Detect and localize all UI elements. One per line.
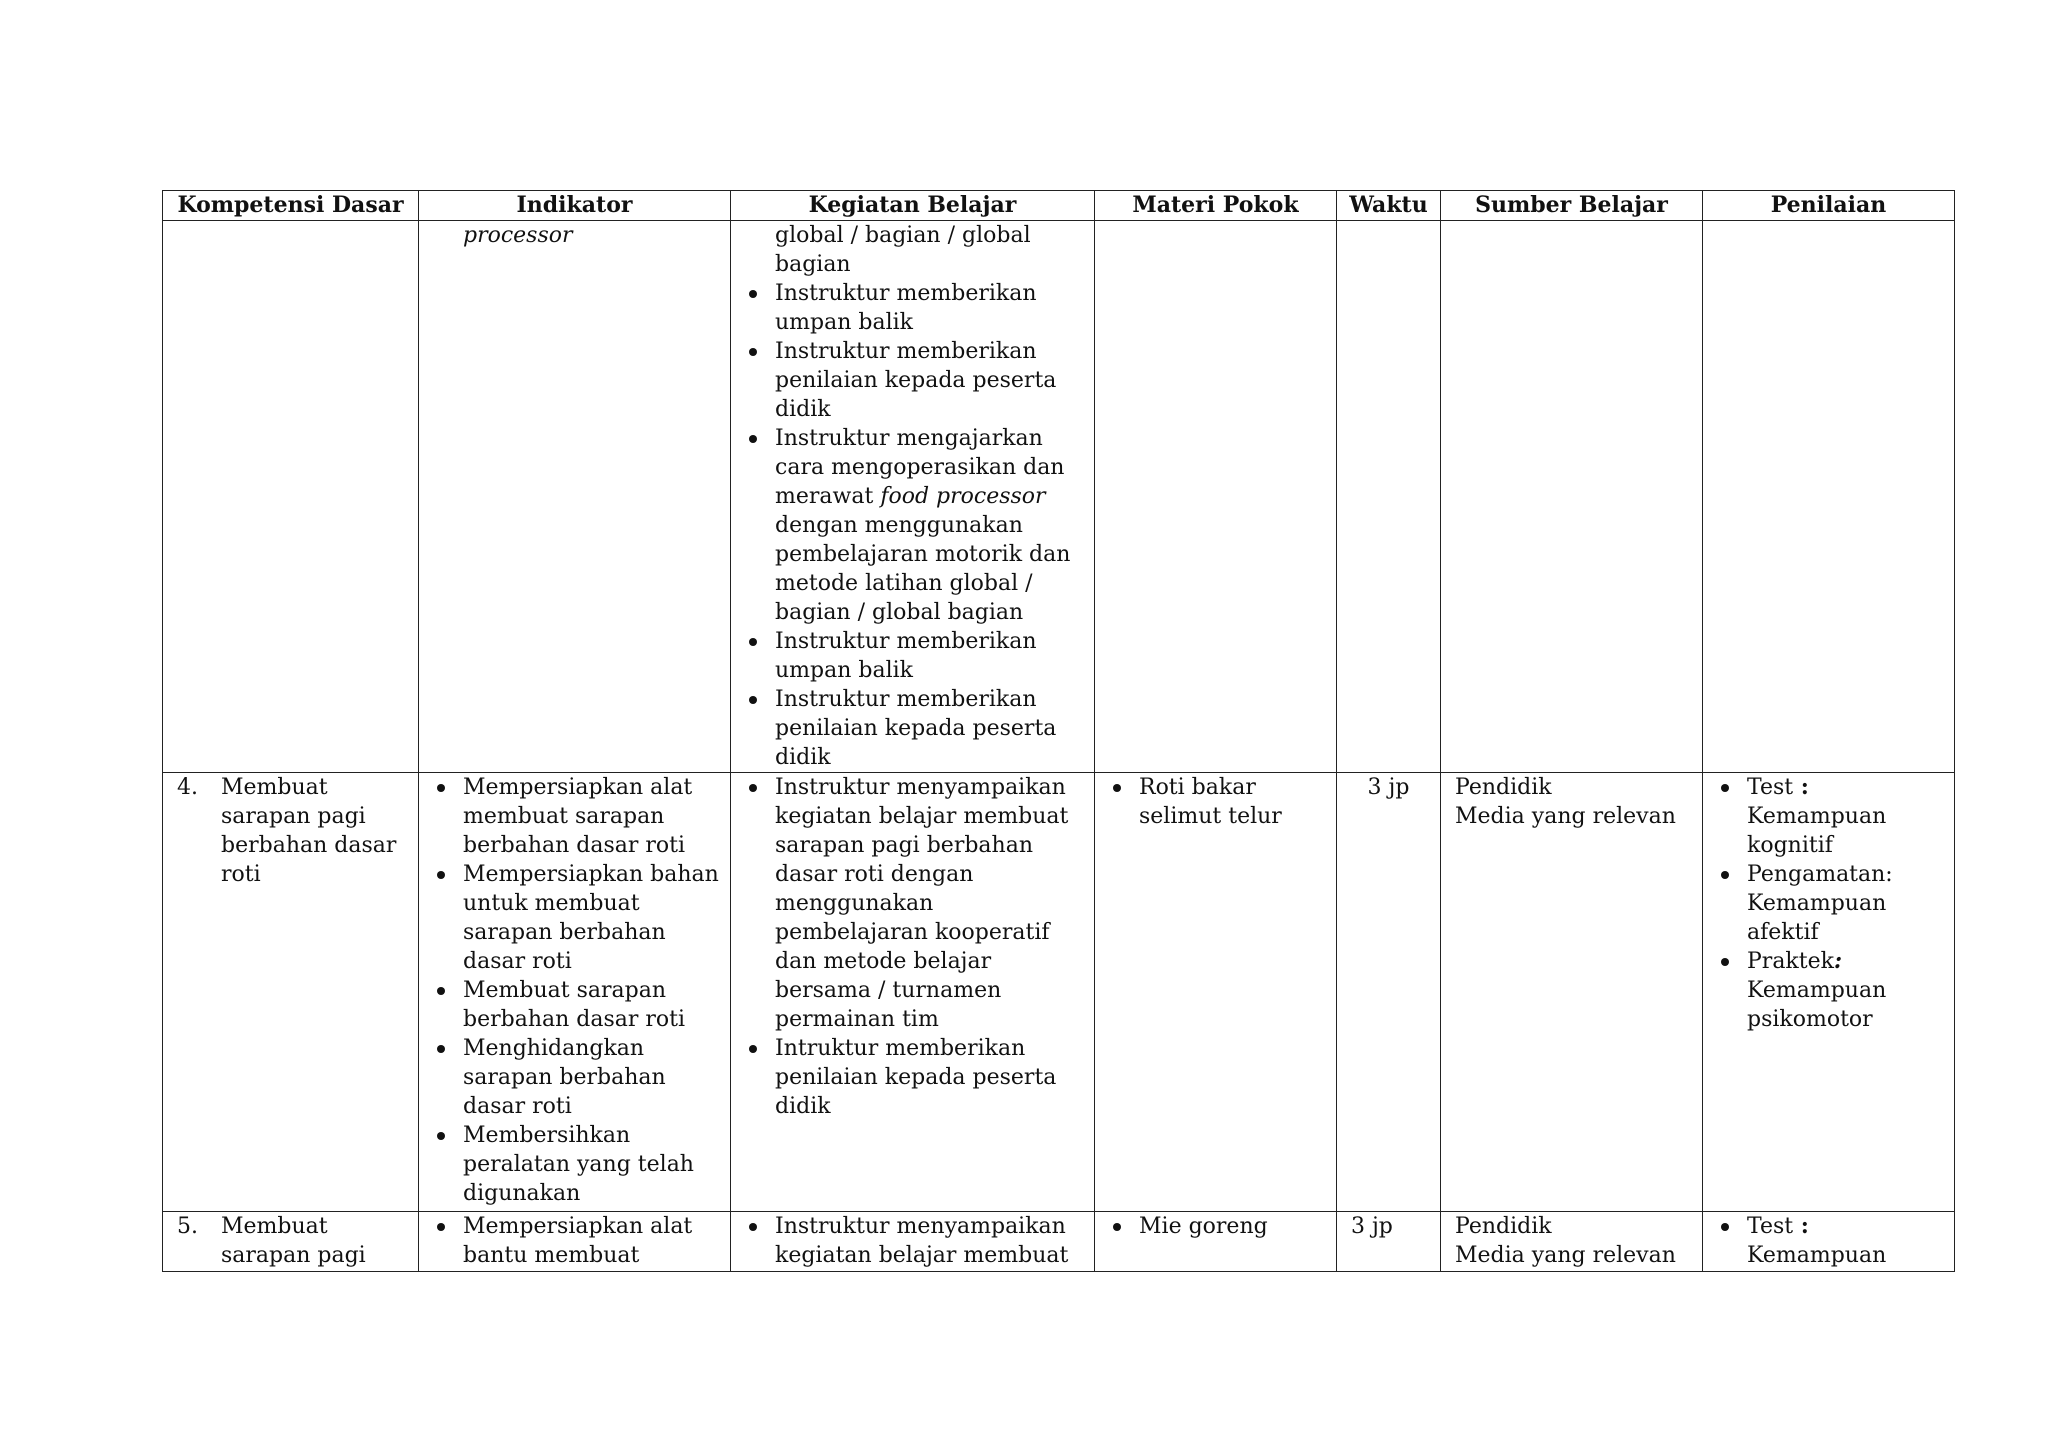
- cell-waktu: [1337, 1212, 1441, 1272]
- penilaian-label: Test: [1747, 1214, 1794, 1239]
- list-item: Instruktur memberikan penilaian kepada peserta didik: [775, 337, 1088, 424]
- penilaian-list: [1709, 1212, 1948, 1270]
- header-sumber-belajar: Sumber Belajar: [1441, 191, 1703, 221]
- cell-indikator: [419, 1212, 731, 1272]
- sumber-line: Pendidik: [1455, 1214, 1552, 1239]
- penilaian-sep: :: [1833, 948, 1843, 974]
- list-item-text: dengan menggunakan pembelajaran motorik dan metode latihan global / bagian / global bagian: [775, 513, 1071, 625]
- header-penilaian: Penilaian: [1703, 191, 1955, 221]
- materi-list: [1101, 1212, 1330, 1241]
- list-item: Instruktur memberikan umpan balik: [775, 627, 1088, 685]
- penilaian-detail: Kemampuan afektif: [1747, 891, 1887, 945]
- sumber-line: Media yang relevan: [1455, 804, 1676, 829]
- cell-sumber: [1441, 221, 1703, 773]
- penilaian-sep: :: [1793, 1213, 1809, 1239]
- sumber-line: Pendidik: [1455, 775, 1552, 800]
- list-item-italic: food processor: [880, 484, 1046, 509]
- penilaian-sep: :: [1793, 774, 1809, 800]
- cell-kompetensi: [163, 773, 419, 1212]
- cell-sumber: [1441, 1212, 1703, 1272]
- list-item: Instruktur memberikan umpan balik: [775, 279, 1088, 337]
- cell-kegiatan: [731, 221, 1095, 773]
- table-header-row: [163, 191, 1955, 221]
- materi-list: [1101, 773, 1330, 831]
- kompetensi-text: Membuat sarapan pagi berbahan dasar roti: [221, 775, 397, 887]
- list-item-text: Instruktur mengajarkan cara mengoperasikan dan merawat: [775, 426, 1065, 509]
- kegiatan-list: [737, 1212, 1088, 1270]
- cell-penilaian: [1703, 1212, 1955, 1272]
- cell-materi: [1095, 1212, 1337, 1272]
- cell-sumber: [1441, 773, 1703, 1212]
- list-item: Mempersiapkan alat bantu membuat: [463, 1212, 724, 1270]
- list-item: Mie goreng: [1139, 1212, 1330, 1241]
- header-waktu: Waktu: [1337, 191, 1441, 221]
- waktu-text: 3 jp: [1351, 1214, 1393, 1239]
- penilaian-list: [1709, 773, 1948, 1034]
- penilaian-detail: Kemampuan kognitif: [1747, 804, 1887, 858]
- kegiatan-list: [737, 279, 1088, 772]
- list-item: [1747, 860, 1948, 947]
- row-number: 5.: [177, 1214, 198, 1239]
- cell-kegiatan: [731, 773, 1095, 1212]
- row-number: 4.: [177, 775, 198, 800]
- header-kegiatan-belajar: Kegiatan Belajar: [731, 191, 1095, 221]
- list-item: [775, 424, 1088, 627]
- cell-materi: [1095, 773, 1337, 1212]
- cell-waktu: 3 jp: [1337, 773, 1441, 1212]
- cell-kompetensi: [163, 1212, 419, 1272]
- header-kompetensi-dasar: Kompetensi Dasar: [163, 191, 419, 221]
- table-row-5: [163, 1212, 1955, 1272]
- cell-materi: [1095, 221, 1337, 773]
- cell-kompetensi: [163, 221, 419, 773]
- penilaian-label: Praktek: [1747, 949, 1834, 974]
- penilaian-label: Test: [1747, 775, 1794, 800]
- table-row-continued: [163, 221, 1955, 773]
- list-item: Instruktur menyampaikan kegiatan belajar membuat sarapan pagi berbahan dasar roti dengan menggunakan pembelajaran kooperatif dan metode belajar bersama / turnamen permainan tim: [775, 773, 1088, 1034]
- penilaian-detail: Kemampuan psikomotor: [1747, 978, 1887, 1032]
- indikator-continued-text: processor: [463, 223, 573, 248]
- indikator-list: [425, 1212, 724, 1270]
- list-item: [1747, 773, 1948, 860]
- kegiatan-continued-lead: global / bagian / global bagian: [775, 223, 1031, 277]
- kompetensi-text: Membuat sarapan pagi: [221, 1214, 366, 1268]
- list-item: Roti bakar selimut telur: [1139, 773, 1330, 831]
- header-materi-pokok: Materi Pokok: [1095, 191, 1337, 221]
- cell-kegiatan: [731, 1212, 1095, 1272]
- indikator-list: [425, 773, 724, 1208]
- cell-penilaian: [1703, 221, 1955, 773]
- cell-indikator: [419, 773, 731, 1212]
- sumber-line: Media yang relevan: [1455, 1243, 1676, 1268]
- list-item: Membersihkan peralatan yang telah digunakan: [463, 1121, 724, 1208]
- list-item: [1747, 947, 1948, 1034]
- penilaian-label: Pengamatan:: [1747, 862, 1893, 887]
- list-item: Menghidangkan sarapan berbahan dasar roti: [463, 1034, 724, 1121]
- list-item: Instruktur memberikan penilaian kepada peserta didik: [775, 685, 1088, 772]
- cell-waktu: [1337, 221, 1441, 773]
- syllabus-table: [162, 190, 1955, 1272]
- list-item: Intruktur memberikan penilaian kepada peserta didik: [775, 1034, 1088, 1121]
- list-item: [1747, 1212, 1948, 1270]
- penilaian-detail: Kemampuan: [1747, 1243, 1887, 1268]
- list-item: Mempersiapkan alat membuat sarapan berbahan dasar roti: [463, 773, 724, 860]
- list-item: Instruktur menyampaikan kegiatan belajar membuat: [775, 1212, 1088, 1270]
- cell-indikator: [419, 221, 731, 773]
- header-indikator: Indikator: [419, 191, 731, 221]
- cell-penilaian: [1703, 773, 1955, 1212]
- table-row-4: [163, 773, 1955, 1212]
- list-item: Mempersiapkan bahan untuk membuat sarapan berbahan dasar roti: [463, 860, 724, 976]
- kegiatan-list: [737, 773, 1088, 1121]
- list-item: Membuat sarapan berbahan dasar roti: [463, 976, 724, 1034]
